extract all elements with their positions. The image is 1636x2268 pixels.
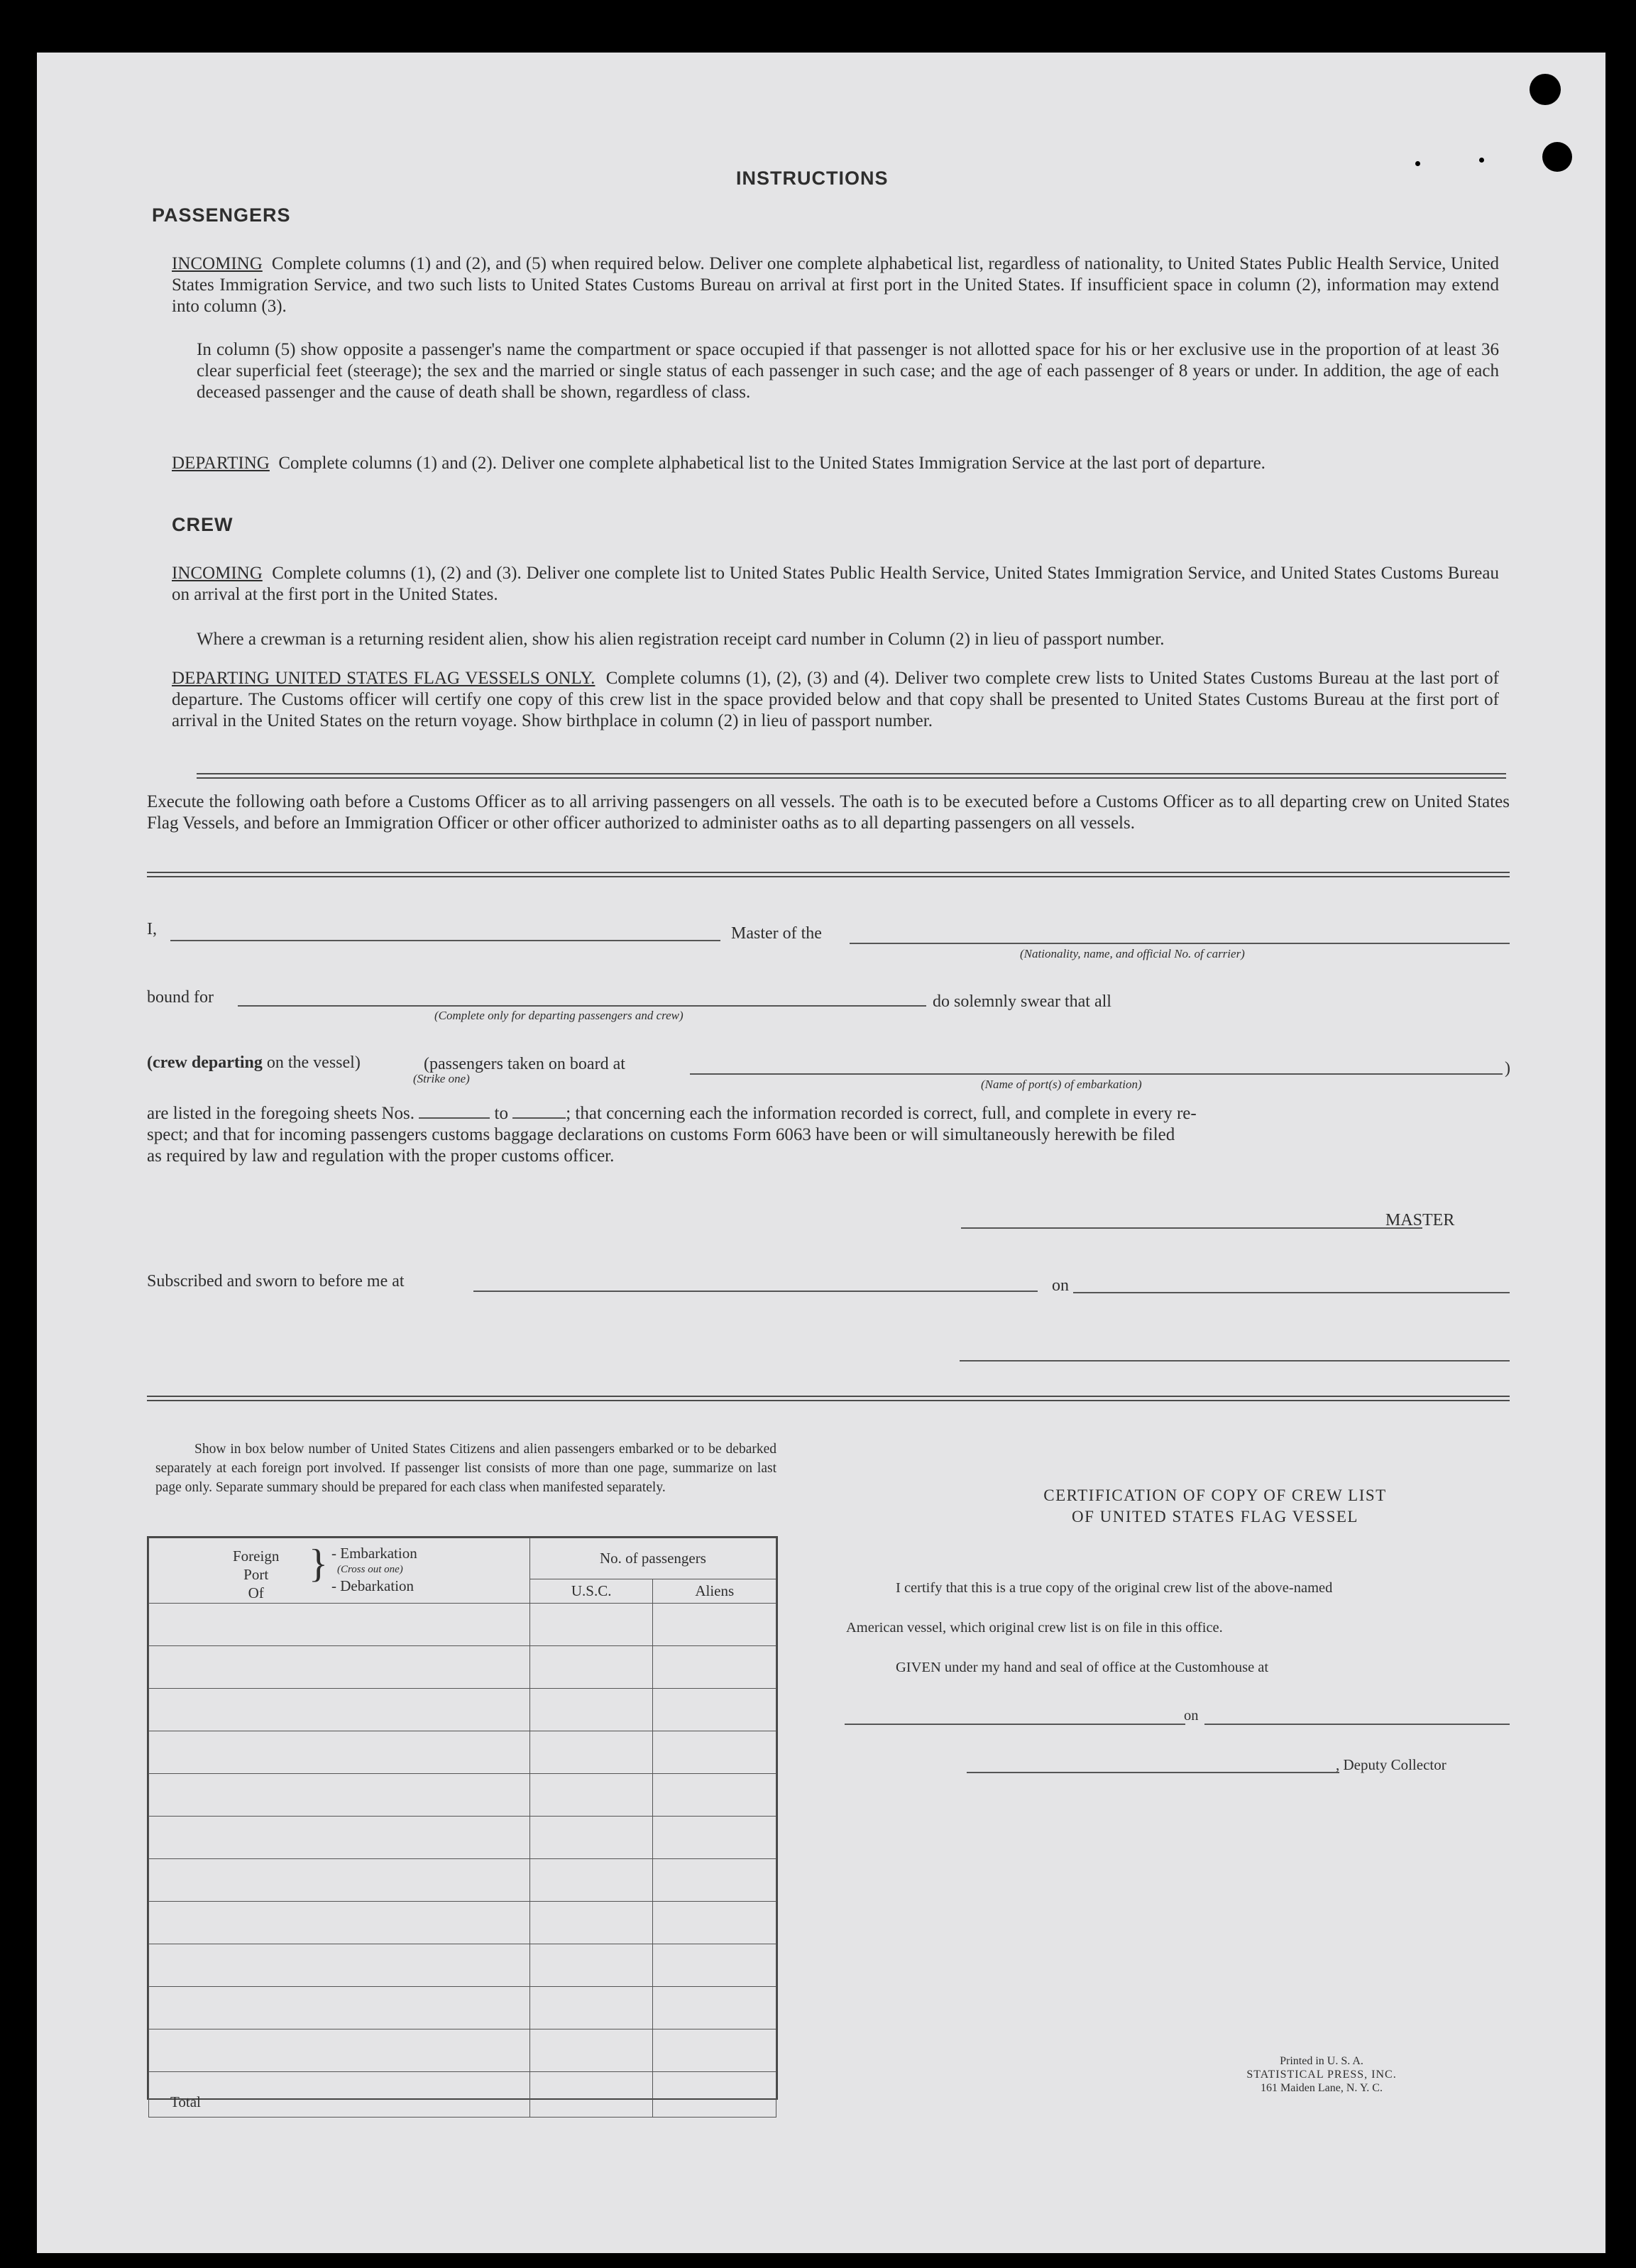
port-cell[interactable]: [149, 1731, 530, 1774]
summary-row: [149, 1774, 776, 1817]
passengers-departing-label: DEPARTING: [172, 454, 270, 473]
summary-row: [149, 1604, 776, 1646]
on-vessel-text: on the vessel): [266, 1053, 361, 1072]
printer-line-1: Printed in U. S. A.: [1280, 2055, 1363, 2067]
aliens-cell[interactable]: [653, 2029, 776, 2072]
punch-hole: [1530, 74, 1561, 105]
bound-for-label: bound for: [147, 988, 214, 1007]
aliens-cell[interactable]: [653, 1774, 776, 1817]
aliens-header: Aliens: [653, 1579, 776, 1604]
port-cell[interactable]: [149, 1902, 530, 1944]
printer-imprint: [1208, 2054, 1435, 2095]
form-page: [37, 53, 1605, 2253]
aliens-cell[interactable]: [653, 1604, 776, 1646]
bound-note: (Complete only for departing passengers and crew): [434, 1009, 684, 1022]
port-note: (Name of port(s) of embarkation): [981, 1078, 1142, 1091]
swear-label: do solemnly swear that all: [933, 992, 1111, 1011]
certify-line-1: I certify that this is a true copy of the original crew list of the above-named: [896, 1580, 1333, 1596]
port-cell[interactable]: [149, 1944, 530, 1987]
master-of-label: Master of the: [731, 924, 822, 943]
summary-row: [149, 1902, 776, 1944]
crew-departing-label: DEPARTING UNITED STATES FLAG VESSELS ONLY.: [172, 669, 595, 688]
listed-rest-3: as required by law and regulation with the proper customs officer.: [147, 1146, 615, 1166]
customhouse-field[interactable]: [845, 1724, 1185, 1725]
total-label: Total: [149, 2072, 530, 2118]
certification-title-1: CERTIFICATION OF COPY OF CREW LIST: [1043, 1486, 1387, 1504]
passengers-incoming: [172, 253, 1499, 317]
oath-intro: Execute the following oath before a Customs Officer as to all arriving passengers on all vessels. The oath is to be executed before a Customs Officer as to all departing crew on United States Flag Vessels, and before an Immigration Officer or other officer authorized to administer oaths as to all departing passengers on all vessels.: [147, 792, 1510, 833]
speck: [1479, 158, 1484, 163]
crew-resident: Where a crewman is a returning resident alien, show his alien registration receipt card number in Column (2) in lieu of passport number.: [197, 630, 1165, 649]
crew-departing-text: Complete columns (1), (2), (3) and (4). Deliver two complete crew lists to United States Customs Bureau at the last port of departure. The Customs officer will certify one copy of this crew list in the space provided below and that copy shall be presented to United States Customs Bureau at the first port of arrival in the United States on the return voyage. Show birthplace in column (2) in lieu of passport number.: [172, 669, 1500, 730]
foreign-port-header: [149, 1538, 530, 1604]
port-cell[interactable]: [149, 1987, 530, 2029]
passengers-incoming-label: INCOMING: [172, 254, 263, 273]
divider: [147, 1400, 1510, 1401]
passengers-column5: In column (5) show opposite a passenger's name the compartment or space occupied if that passenger is not allotted space for his or her exclusive use in the proportion of at least 36 clear superficial feet (steerage); the sex and the married or single status of each passenger in such case; and the age of each passenger of 8 years or under. In addition, the age of each deceased passenger and the cause of death shall be shown, regardless of class.: [197, 340, 1499, 402]
crew-incoming-label: INCOMING: [172, 564, 263, 583]
port-cell[interactable]: [149, 1604, 530, 1646]
summary-row: [149, 1731, 776, 1774]
carrier-field[interactable]: [850, 943, 1510, 944]
divider: [147, 876, 1510, 877]
port-cell[interactable]: [149, 1646, 530, 1689]
master-name-field[interactable]: [170, 940, 720, 941]
summary-table: [147, 1536, 778, 2110]
embarkation-label: - Embarkation: [331, 1545, 417, 1562]
passengers-heading: PASSENGERS: [152, 204, 291, 226]
crew-departing-word: (crew departing: [147, 1053, 263, 1072]
listed-rest-2: spect; and that for incoming passengers customs baggage declarations on customs Form 6063 have been or will simultaneously herewith be filed: [147, 1125, 1175, 1144]
strike-note: (Strike one): [413, 1072, 470, 1085]
carrier-note: (Nationality, name, and official No. of carrier): [1020, 947, 1245, 960]
passengers-departing-text: Complete columns (1) and (2). Deliver one complete alphabetical list to the United States Immigration Service at the last port of departure.: [278, 454, 1266, 473]
cert-date-field[interactable]: [1204, 1724, 1510, 1725]
divider: [197, 773, 1506, 774]
brace-icon: }: [309, 1542, 328, 1586]
to-label: to: [494, 1104, 508, 1123]
passengers-incoming-text: Complete columns (1) and (2), and (5) when required below. Deliver one complete alphabetical list, regardless of nationality, to United States Public Health Service, United States Immigration Service, and two such lists to United States Customs Bureau on arrival at first port in the United States. If insufficient space in column (2), information may extend into column (3).: [172, 254, 1500, 316]
officer-signature-field[interactable]: [960, 1360, 1510, 1362]
summary-instructions: Show in box below number of United States Citizens and alien passengers embarked or to be debarked separately at each foreign port involved. If passenger list consists of more than one page, summarize on last page only. Separate summary should be prepared for each class when manifested separately.: [155, 1442, 776, 1495]
aliens-cell[interactable]: [653, 1817, 776, 1859]
usc-cell[interactable]: [529, 1859, 653, 1902]
master-label: MASTER: [1385, 1211, 1455, 1229]
sworn-date-field[interactable]: [1073, 1292, 1510, 1293]
debarkation-label: - Debarkation: [331, 1577, 415, 1594]
summary-row: [149, 1944, 776, 1987]
usc-cell[interactable]: [529, 1646, 653, 1689]
cert-on-label: on: [1184, 1708, 1199, 1724]
total-usc-cell[interactable]: [529, 2072, 653, 2118]
oath-i-label: I,: [147, 920, 157, 938]
crew-incoming: [172, 563, 1499, 606]
listed-rest-1: ; that concerning each the information recorded is correct, full, and complete in every re-: [566, 1104, 1197, 1123]
embark-port-field[interactable]: [690, 1073, 1503, 1075]
crew-departing-option: [147, 1053, 361, 1073]
divider: [147, 1396, 1510, 1397]
aliens-cell[interactable]: [653, 1646, 776, 1689]
aliens-cell[interactable]: [653, 1944, 776, 1987]
given-line: GIVEN under my hand and seal of office at the Customhouse at: [896, 1660, 1269, 1675]
aliens-cell[interactable]: [653, 1731, 776, 1774]
divider: [197, 777, 1506, 779]
port-cell[interactable]: [149, 2029, 530, 2072]
page-title: INSTRUCTIONS: [736, 168, 889, 189]
port-cell[interactable]: [149, 1689, 530, 1731]
subscribed-label: Subscribed and sworn to before me at: [147, 1272, 405, 1291]
usc-cell[interactable]: [529, 1902, 653, 1944]
cross-out-note: (Cross out one): [337, 1564, 403, 1575]
usc-cell[interactable]: [529, 1689, 653, 1731]
no-passengers-header: No. of passengers: [529, 1538, 776, 1579]
summary-row: [149, 1859, 776, 1902]
foreign-label: Foreign: [233, 1547, 280, 1565]
listed-prefix: are listed in the foregoing sheets Nos.: [147, 1104, 415, 1123]
sworn-on-label: on: [1052, 1276, 1069, 1295]
aliens-cell[interactable]: [653, 1689, 776, 1731]
crew-heading: CREW: [172, 514, 234, 535]
bound-for-field[interactable]: [238, 1005, 926, 1007]
usc-header: U.S.C.: [529, 1579, 653, 1604]
sheet-from-field[interactable]: [419, 1117, 490, 1119]
usc-cell[interactable]: [529, 1604, 653, 1646]
usc-cell[interactable]: [529, 1731, 653, 1774]
port-cell[interactable]: [149, 1817, 530, 1859]
summary-row: [149, 1689, 776, 1731]
usc-cell[interactable]: [529, 1774, 653, 1817]
summary-row: [149, 1987, 776, 2029]
punch-hole: [1542, 142, 1572, 172]
port-cell[interactable]: [149, 1774, 530, 1817]
port-cell[interactable]: [149, 1859, 530, 1902]
listed-line-1: [147, 1103, 1510, 1124]
printer-line-3: 161 Maiden Lane, N. Y. C.: [1261, 2082, 1383, 2094]
aliens-cell[interactable]: [653, 1902, 776, 1944]
aliens-cell[interactable]: [653, 1987, 776, 2029]
master-signature-field[interactable]: [961, 1227, 1422, 1229]
sworn-place-field[interactable]: [473, 1291, 1038, 1292]
crew-departing: [172, 668, 1499, 732]
passengers-taken-label: (passengers taken on board at: [424, 1055, 625, 1073]
aliens-cell[interactable]: [653, 1859, 776, 1902]
printer-line-2: STATISTICAL PRESS, INC.: [1246, 2069, 1397, 2081]
usc-cell[interactable]: [529, 1944, 653, 1987]
usc-cell[interactable]: [529, 1987, 653, 2029]
speck: [1415, 161, 1420, 166]
port-label: Port: [243, 1566, 269, 1583]
usc-cell[interactable]: [529, 1817, 653, 1859]
divider: [147, 872, 1510, 873]
usc-cell[interactable]: [529, 2029, 653, 2072]
of-label: Of: [248, 1584, 264, 1601]
summary-row: [149, 2029, 776, 2072]
sheet-to-field[interactable]: [512, 1117, 566, 1119]
passengers-departing: [172, 453, 1499, 474]
certify-line-2: American vessel, which original crew list is on file in this office.: [846, 1620, 1223, 1636]
deputy-label: , Deputy Collector: [1336, 1756, 1446, 1773]
summary-row: [149, 1646, 776, 1689]
crew-incoming-text: Complete columns (1), (2) and (3). Deliver one complete list to United States Public Health Service, United States Immigration Service, and United States Customs Bureau on arrival at the first port in the United States.: [172, 564, 1499, 604]
certification-title-2: OF UNITED STATES FLAG VESSEL: [1072, 1508, 1358, 1525]
close-paren: ): [1505, 1059, 1510, 1078]
summary-row: [149, 1817, 776, 1859]
deputy-signature-field[interactable]: [967, 1772, 1339, 1773]
total-aliens-cell[interactable]: [653, 2072, 776, 2118]
